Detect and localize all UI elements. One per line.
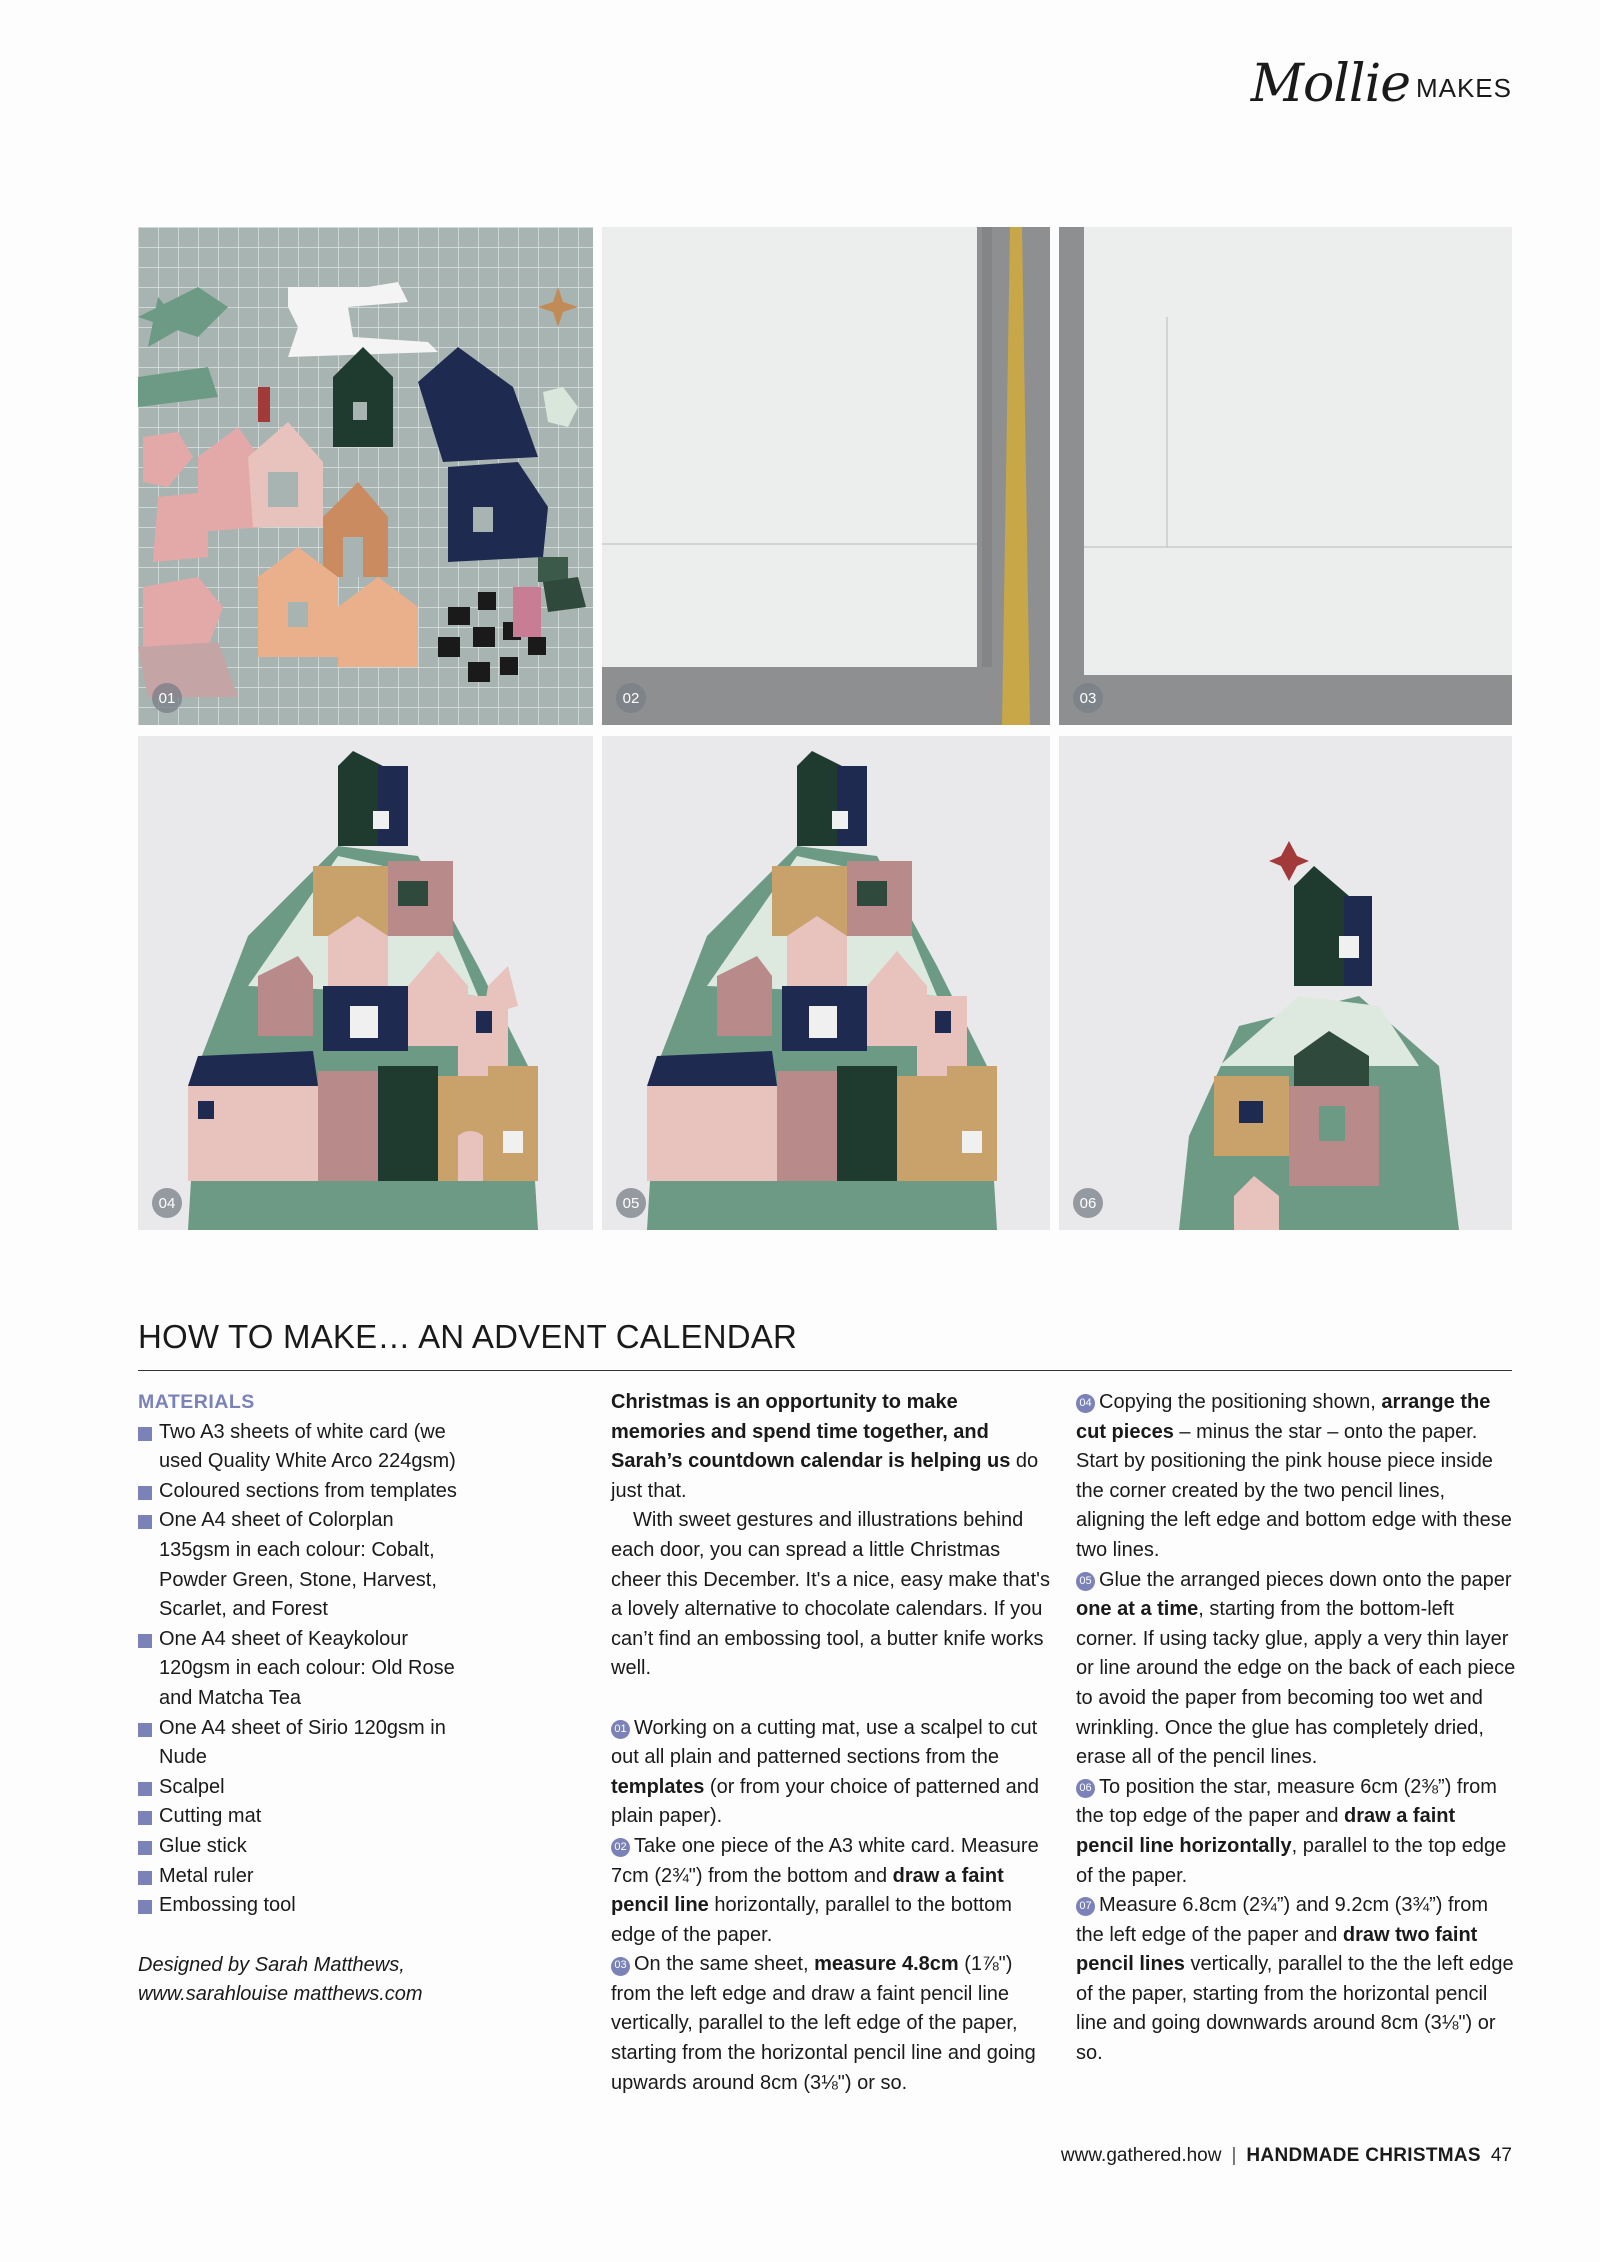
step-text: , starting from the bottom-left corner. If using tacky glue, apply a very thin layer or line around the edge on the back of each piece to avoid the paper from becoming too wet and wrinkling. Once the glue has completely dried, erase all of the pencil lines. [1076, 1598, 1516, 1769]
intro-lead: Christmas is an opportunity to make memories and spend time together, and Sarah’s countdown calendar is helping us [611, 1391, 1011, 1473]
step-text: – minus the star – onto the paper. Start by positioning the pink house piece inside the corner created by the two pencil lines, aligning the left edge and bottom edge with these two lines. [1076, 1420, 1512, 1561]
designer-credit: Designed by Sarah Matthews, www.sarahlouise matthews.com [138, 1953, 423, 2006]
step-emphasis: draw a faint pencil line [611, 1864, 1004, 1917]
step-badge: 05 [616, 1188, 646, 1218]
step-text: vertically, parallel to the the left edge of the paper, starting from the horizontal pencil line and going downwards around 8cm (3⅛") or so. [1076, 1953, 1514, 2065]
step-text: (1⅞") from the left edge and draw a faint pencil line vertically, parallel to the left edge of the paper, starting from the horizontal pencil line and going upwards around 8cm (3⅛") or so. [611, 1953, 1036, 2094]
footer-url: www.gathered.how [1060, 2145, 1222, 2166]
step-number-badge: 07 [1076, 1897, 1095, 1916]
list-item: Embossing tool [138, 1891, 468, 1921]
step-badge: 01 [152, 683, 182, 713]
step-text: , parallel to the top edge of the paper. [1076, 1834, 1507, 1887]
materials-column [138, 1388, 468, 2010]
step-number-badge: 01 [611, 1720, 630, 1739]
photo-step-02 [602, 227, 1050, 725]
cut-pieces-illustration [138, 227, 593, 725]
photo-step-06 [1059, 736, 1512, 1230]
step-07 [1076, 1891, 1516, 2069]
step-01 [611, 1714, 1051, 1832]
page-number: 47 [1490, 2145, 1512, 2166]
step-emphasis: draw two faint pencil lines [1076, 1923, 1478, 1976]
step-emphasis: measure 4.8cm [814, 1953, 959, 1976]
materials-list [138, 1418, 468, 1921]
list-item: Two A3 sheets of white card (we used Quality White Arco 224gsm) [138, 1418, 468, 1477]
list-item: One A4 sheet of Sirio 120gsm in Nude [138, 1714, 468, 1773]
brand-logo-makes: MAKES [1415, 73, 1512, 103]
step-text: Measure 6.8cm (2¾”) and 9.2cm (3¾”) from the left edge of the paper and [1076, 1894, 1489, 1946]
step-text: Working on a cutting mat, use a scalpel to cut out all plain and patterned sections from the [611, 1716, 1038, 1769]
list-item: One A4 sheet of Colorplan 135gsm in each colour: Cobalt, Powder Green, Stone, Harvest, Scarlet, and Forest [138, 1506, 468, 1624]
photo-step-01 [138, 227, 593, 725]
step-number-badge: 02 [611, 1838, 630, 1857]
step-text: Take one piece of the A3 white card. Measure 7cm (2¾") from the bottom and [611, 1834, 1039, 1887]
list-item: Metal ruler [138, 1862, 468, 1892]
list-item: Scalpel [138, 1773, 468, 1803]
step-badge: 03 [1073, 683, 1103, 713]
intro-lead-end: do just that. [611, 1450, 1039, 1502]
step-text: To position the star, measure 6cm (2⅜”) from the top edge of the paper and [1076, 1775, 1497, 1828]
step-06 [1076, 1773, 1516, 1891]
steps-column [1076, 1388, 1516, 2069]
intro-column [611, 1388, 1051, 2098]
photo-step-05 [602, 736, 1050, 1230]
intro-paragraph [611, 1388, 1051, 1506]
step-emphasis: one at a time [1076, 1598, 1199, 1621]
glued-house-tree-illustration [602, 736, 1050, 1230]
step-emphasis: arrange the cut pieces [1076, 1391, 1491, 1443]
step-text: (or from your choice of patterned and plain paper). [611, 1775, 1039, 1828]
step-05 [1076, 1566, 1516, 1773]
step-text: On the same sheet, [634, 1953, 815, 1976]
step-number-badge: 06 [1076, 1779, 1095, 1798]
brand-logo-script: Mollie [1250, 54, 1410, 114]
intro-paragraph-2: With sweet gestures and illustrations behind each door, you can spread a little Christmas cheer this December. It's a nice, easy make that's a lovely alternative to chocolate calendars. If you can’t find an embossing tool, a butter knife works well. [611, 1509, 1050, 1680]
page-title: HOW TO MAKE… AN ADVENT CALENDAR [138, 1318, 1512, 1371]
brand-logo [1250, 54, 1512, 114]
list-item: Cutting mat [138, 1802, 468, 1832]
house-tree-illustration [138, 736, 593, 1230]
materials-heading: MATERIALS [138, 1391, 255, 1413]
star-position-illustration [1059, 736, 1512, 1230]
step-number-badge: 03 [611, 1957, 630, 1976]
steps-group-a [611, 1714, 1051, 2099]
step-text: horizontally, parallel to the bottom edge of the paper. [611, 1894, 1012, 1946]
white-card-corner-illustration [1059, 227, 1512, 725]
step-text: Glue the arranged pieces down onto the paper [1099, 1568, 1512, 1591]
list-item: One A4 sheet of Keaykolour 120gsm in each colour: Old Rose and Matcha Tea [138, 1625, 468, 1714]
photo-step-04 [138, 736, 593, 1230]
step-02 [611, 1832, 1051, 1950]
white-card-illustration [602, 227, 1050, 725]
step-badge: 04 [152, 1188, 182, 1218]
footer-separator: | [1231, 2145, 1237, 2166]
step-03 [611, 1950, 1051, 2098]
step-04 [1076, 1388, 1516, 1566]
list-item: Coloured sections from templates [138, 1477, 468, 1507]
list-item: Glue stick [138, 1832, 468, 1862]
step-emphasis: templates [611, 1775, 705, 1798]
footer-section: HANDMADE CHRISTMAS [1246, 2145, 1481, 2166]
photo-step-03 [1059, 227, 1512, 725]
step-badge: 06 [1073, 1188, 1103, 1218]
step-number-badge: 04 [1076, 1394, 1095, 1413]
step-text: Copying the positioning shown, [1099, 1391, 1382, 1413]
page-footer [1061, 2145, 1512, 2167]
step-number-badge: 05 [1076, 1572, 1095, 1591]
step-emphasis: draw a faint pencil line horizontally [1076, 1805, 1456, 1857]
step-badge: 02 [616, 683, 646, 713]
